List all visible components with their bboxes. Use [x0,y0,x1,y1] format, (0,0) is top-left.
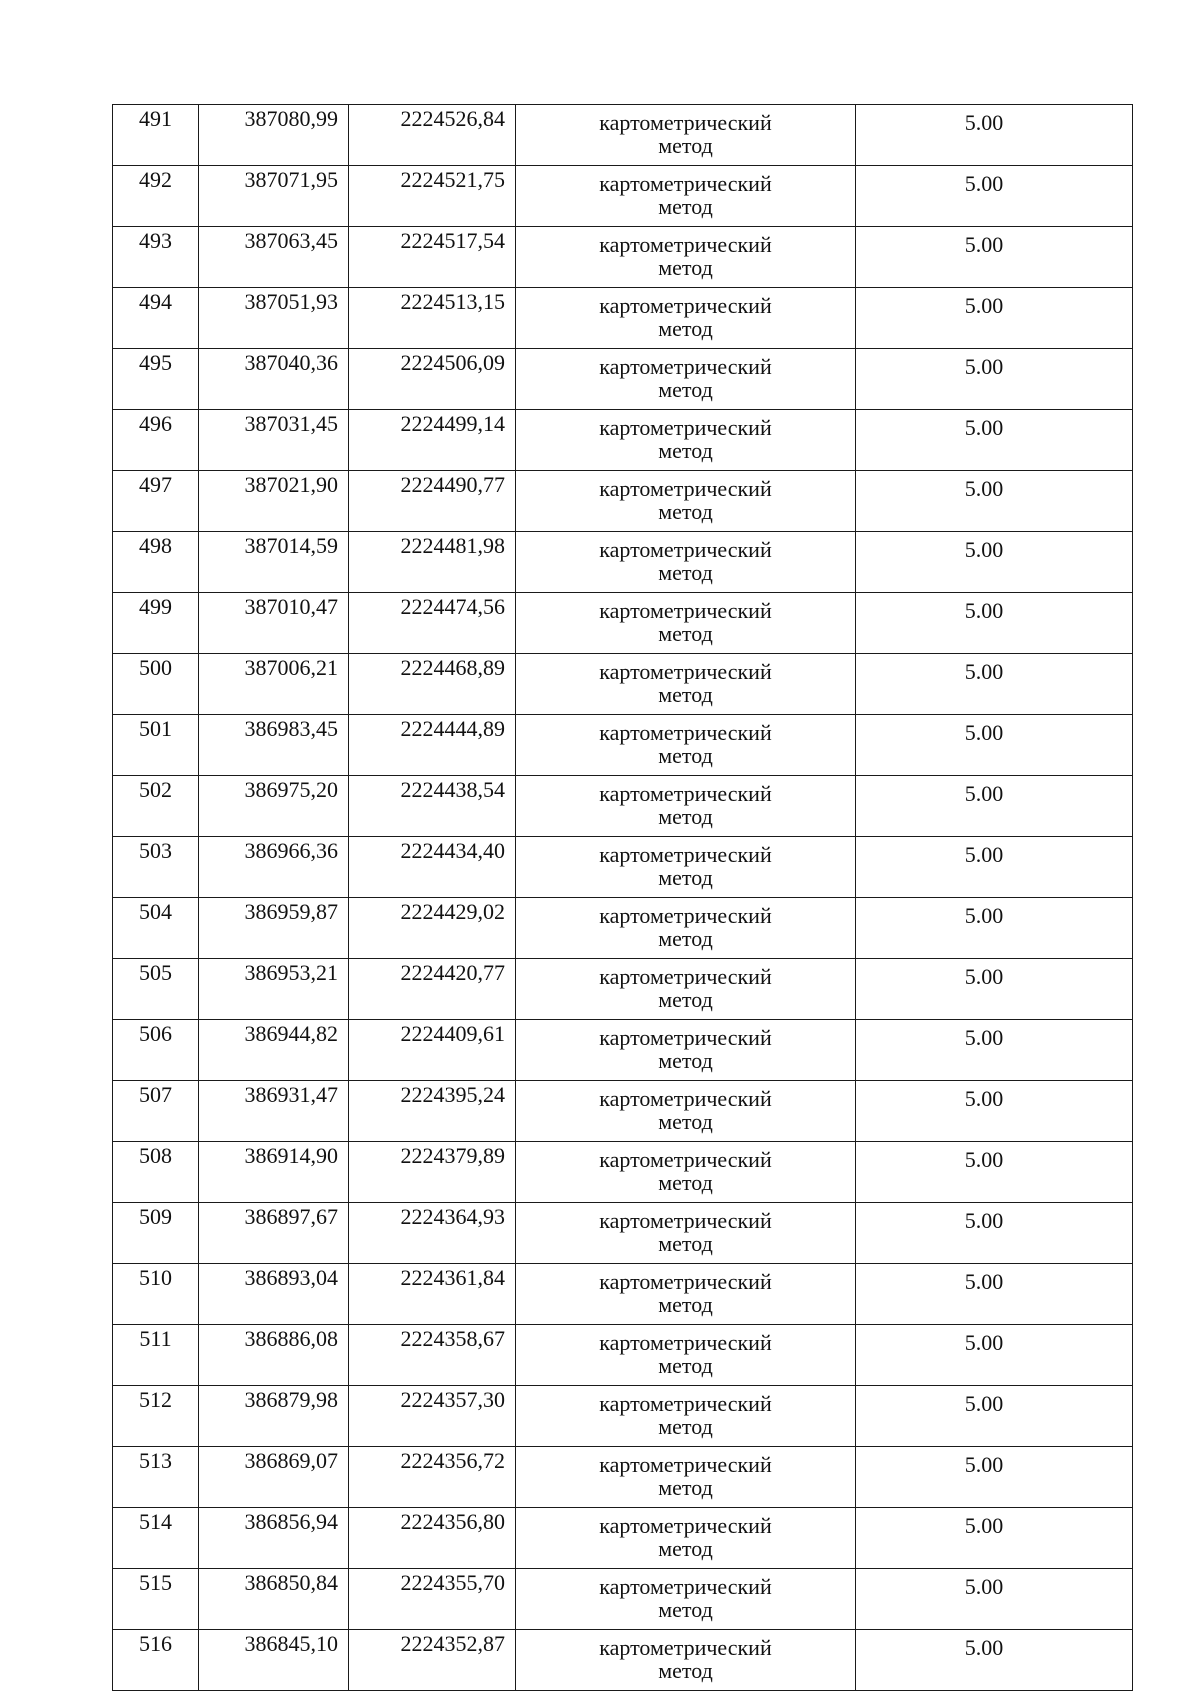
method-cell [516,1630,856,1691]
x-coordinate-cell: 387014,59 [199,532,349,593]
coordinates-table-body [113,105,1133,1691]
x-coordinate-cell: 386914,90 [199,1142,349,1203]
y-coordinate-cell: 2224526,84 [349,105,516,166]
method-text-line1: картометрический [599,1574,772,1599]
point-number-cell: 508 [113,1142,199,1203]
method-cell [516,1569,856,1630]
method-text-line2: метод [658,438,713,463]
x-coordinate-cell: 387006,21 [199,654,349,715]
x-coordinate-cell: 387051,93 [199,288,349,349]
table-row [113,1325,1133,1386]
method-text-line2: метод [658,316,713,341]
method-cell [516,1386,856,1447]
point-number-cell: 505 [113,959,199,1020]
accuracy-cell: 5.00 [856,593,1133,654]
y-coordinate-cell: 2224357,30 [349,1386,516,1447]
x-coordinate-cell: 386897,67 [199,1203,349,1264]
y-coordinate-cell: 2224506,09 [349,349,516,410]
table-row [113,166,1133,227]
accuracy-cell: 5.00 [856,1386,1133,1447]
accuracy-cell: 5.00 [856,654,1133,715]
method-cell [516,410,856,471]
method-text-line2: метод [658,255,713,280]
method-text-line1: картометрический [599,537,772,562]
accuracy-cell: 5.00 [856,288,1133,349]
point-number-cell: 500 [113,654,199,715]
x-coordinate-cell: 387071,95 [199,166,349,227]
method-text-line1: картометрический [599,598,772,623]
y-coordinate-cell: 2224521,75 [349,166,516,227]
method-text-line2: метод [658,499,713,524]
method-text-line2: метод [658,1536,713,1561]
point-number-cell: 511 [113,1325,199,1386]
y-coordinate-cell: 2224468,89 [349,654,516,715]
method-text-line2: метод [658,1292,713,1317]
method-text-line1: картометрический [599,781,772,806]
accuracy-cell: 5.00 [856,1569,1133,1630]
y-coordinate-cell: 2224356,72 [349,1447,516,1508]
table-row [113,1203,1133,1264]
table-row [113,1264,1133,1325]
x-coordinate-cell: 386893,04 [199,1264,349,1325]
method-text-line1: картометрический [599,415,772,440]
table-row [113,471,1133,532]
method-text-line2: метод [658,1658,713,1683]
y-coordinate-cell: 2224409,61 [349,1020,516,1081]
table-row [113,227,1133,288]
point-number-cell: 492 [113,166,199,227]
table-row [113,532,1133,593]
method-text-line1: картометрический [599,1269,772,1294]
y-coordinate-cell: 2224513,15 [349,288,516,349]
method-text-line1: картометрический [599,1452,772,1477]
point-number-cell: 509 [113,1203,199,1264]
table-row [113,898,1133,959]
x-coordinate-cell: 386850,84 [199,1569,349,1630]
y-coordinate-cell: 2224379,89 [349,1142,516,1203]
point-number-cell: 510 [113,1264,199,1325]
x-coordinate-cell: 386944,82 [199,1020,349,1081]
point-number-cell: 499 [113,593,199,654]
method-text-line2: метод [658,926,713,951]
method-text-line1: картометрический [599,1513,772,1538]
y-coordinate-cell: 2224434,40 [349,837,516,898]
table-row [113,959,1133,1020]
point-number-cell: 513 [113,1447,199,1508]
method-cell [516,1508,856,1569]
x-coordinate-cell: 386983,45 [199,715,349,776]
x-coordinate-cell: 387021,90 [199,471,349,532]
method-cell [516,776,856,837]
y-coordinate-cell: 2224356,80 [349,1508,516,1569]
x-coordinate-cell: 386879,98 [199,1386,349,1447]
method-text-line2: метод [658,1414,713,1439]
method-text-line1: картометрический [599,903,772,928]
method-cell [516,1447,856,1508]
method-text-line1: картометрический [599,1391,772,1416]
accuracy-cell: 5.00 [856,105,1133,166]
point-number-cell: 496 [113,410,199,471]
accuracy-cell: 5.00 [856,227,1133,288]
accuracy-cell: 5.00 [856,471,1133,532]
accuracy-cell: 5.00 [856,1447,1133,1508]
method-text-line2: метод [658,1048,713,1073]
method-text-line2: метод [658,560,713,585]
method-cell [516,898,856,959]
method-text-line1: картометрический [599,964,772,989]
y-coordinate-cell: 2224429,02 [349,898,516,959]
accuracy-cell: 5.00 [856,1630,1133,1691]
method-text-line2: метод [658,1170,713,1195]
table-row [113,1447,1133,1508]
x-coordinate-cell: 387063,45 [199,227,349,288]
table-row [113,654,1133,715]
method-cell [516,105,856,166]
point-number-cell: 514 [113,1508,199,1569]
coordinates-table [112,104,1133,1691]
point-number-cell: 512 [113,1386,199,1447]
point-number-cell: 506 [113,1020,199,1081]
method-text-line1: картометрический [599,1208,772,1233]
accuracy-cell: 5.00 [856,349,1133,410]
y-coordinate-cell: 2224490,77 [349,471,516,532]
point-number-cell: 498 [113,532,199,593]
accuracy-cell: 5.00 [856,898,1133,959]
method-text-line2: метод [658,377,713,402]
x-coordinate-cell: 387031,45 [199,410,349,471]
table-row [113,1020,1133,1081]
method-text-line2: метод [658,194,713,219]
method-cell [516,1264,856,1325]
method-text-line1: картометрический [599,1025,772,1050]
method-text-line1: картометрический [599,293,772,318]
method-text-line1: картометрический [599,110,772,135]
y-coordinate-cell: 2224517,54 [349,227,516,288]
point-number-cell: 494 [113,288,199,349]
method-text-line1: картометрический [599,232,772,257]
table-row [113,593,1133,654]
table-row [113,1508,1133,1569]
method-text-line1: картометрический [599,1635,772,1660]
table-row [113,410,1133,471]
accuracy-cell: 5.00 [856,1508,1133,1569]
point-number-cell: 491 [113,105,199,166]
accuracy-cell: 5.00 [856,1081,1133,1142]
document-page [112,104,1132,1691]
method-text-line2: метод [658,1353,713,1378]
x-coordinate-cell: 387010,47 [199,593,349,654]
point-number-cell: 504 [113,898,199,959]
method-text-line1: картометрический [599,1147,772,1172]
y-coordinate-cell: 2224361,84 [349,1264,516,1325]
point-number-cell: 503 [113,837,199,898]
point-number-cell: 516 [113,1630,199,1691]
y-coordinate-cell: 2224438,54 [349,776,516,837]
method-text-line2: метод [658,621,713,646]
accuracy-cell: 5.00 [856,776,1133,837]
method-text-line2: метод [658,865,713,890]
table-row [113,1386,1133,1447]
x-coordinate-cell: 386966,36 [199,837,349,898]
table-row [113,349,1133,410]
point-number-cell: 515 [113,1569,199,1630]
y-coordinate-cell: 2224358,67 [349,1325,516,1386]
method-text-line2: метод [658,682,713,707]
accuracy-cell: 5.00 [856,1203,1133,1264]
x-coordinate-cell: 386959,87 [199,898,349,959]
table-row [113,837,1133,898]
method-cell [516,593,856,654]
accuracy-cell: 5.00 [856,1264,1133,1325]
table-row [113,776,1133,837]
method-text-line1: картометрический [599,842,772,867]
method-cell [516,471,856,532]
method-text-line2: метод [658,804,713,829]
method-cell [516,532,856,593]
method-text-line1: картометрический [599,659,772,684]
method-text-line1: картометрический [599,1086,772,1111]
method-cell [516,227,856,288]
y-coordinate-cell: 2224481,98 [349,532,516,593]
x-coordinate-cell: 386856,94 [199,1508,349,1569]
accuracy-cell: 5.00 [856,410,1133,471]
x-coordinate-cell: 386953,21 [199,959,349,1020]
method-cell [516,959,856,1020]
table-row [113,715,1133,776]
x-coordinate-cell: 386869,07 [199,1447,349,1508]
method-text-line2: метод [658,1109,713,1134]
y-coordinate-cell: 2224395,24 [349,1081,516,1142]
accuracy-cell: 5.00 [856,532,1133,593]
x-coordinate-cell: 386845,10 [199,1630,349,1691]
method-cell [516,1081,856,1142]
table-row [113,1630,1133,1691]
point-number-cell: 493 [113,227,199,288]
table-row [113,1081,1133,1142]
method-cell [516,1142,856,1203]
method-text-line2: метод [658,987,713,1012]
accuracy-cell: 5.00 [856,837,1133,898]
method-text-line2: метод [658,1597,713,1622]
y-coordinate-cell: 2224352,87 [349,1630,516,1691]
accuracy-cell: 5.00 [856,1142,1133,1203]
table-row [113,105,1133,166]
accuracy-cell: 5.00 [856,715,1133,776]
method-text-line2: метод [658,743,713,768]
x-coordinate-cell: 387040,36 [199,349,349,410]
method-cell [516,837,856,898]
y-coordinate-cell: 2224499,14 [349,410,516,471]
accuracy-cell: 5.00 [856,166,1133,227]
method-cell [516,349,856,410]
table-row [113,1569,1133,1630]
point-number-cell: 501 [113,715,199,776]
table-row [113,1142,1133,1203]
method-cell [516,166,856,227]
x-coordinate-cell: 386886,08 [199,1325,349,1386]
point-number-cell: 497 [113,471,199,532]
method-text-line2: метод [658,133,713,158]
y-coordinate-cell: 2224364,93 [349,1203,516,1264]
method-text-line1: картометрический [599,354,772,379]
method-cell [516,1325,856,1386]
method-text-line1: картометрический [599,1330,772,1355]
method-cell [516,715,856,776]
accuracy-cell: 5.00 [856,1325,1133,1386]
y-coordinate-cell: 2224444,89 [349,715,516,776]
x-coordinate-cell: 386931,47 [199,1081,349,1142]
method-text-line1: картометрический [599,720,772,745]
x-coordinate-cell: 387080,99 [199,105,349,166]
method-text-line2: метод [658,1231,713,1256]
method-cell [516,288,856,349]
table-row [113,288,1133,349]
method-text-line2: метод [658,1475,713,1500]
y-coordinate-cell: 2224355,70 [349,1569,516,1630]
method-cell [516,654,856,715]
method-text-line1: картометрический [599,476,772,501]
method-cell [516,1203,856,1264]
point-number-cell: 507 [113,1081,199,1142]
method-text-line1: картометрический [599,171,772,196]
y-coordinate-cell: 2224420,77 [349,959,516,1020]
accuracy-cell: 5.00 [856,1020,1133,1081]
method-cell [516,1020,856,1081]
point-number-cell: 502 [113,776,199,837]
point-number-cell: 495 [113,349,199,410]
x-coordinate-cell: 386975,20 [199,776,349,837]
y-coordinate-cell: 2224474,56 [349,593,516,654]
accuracy-cell: 5.00 [856,959,1133,1020]
